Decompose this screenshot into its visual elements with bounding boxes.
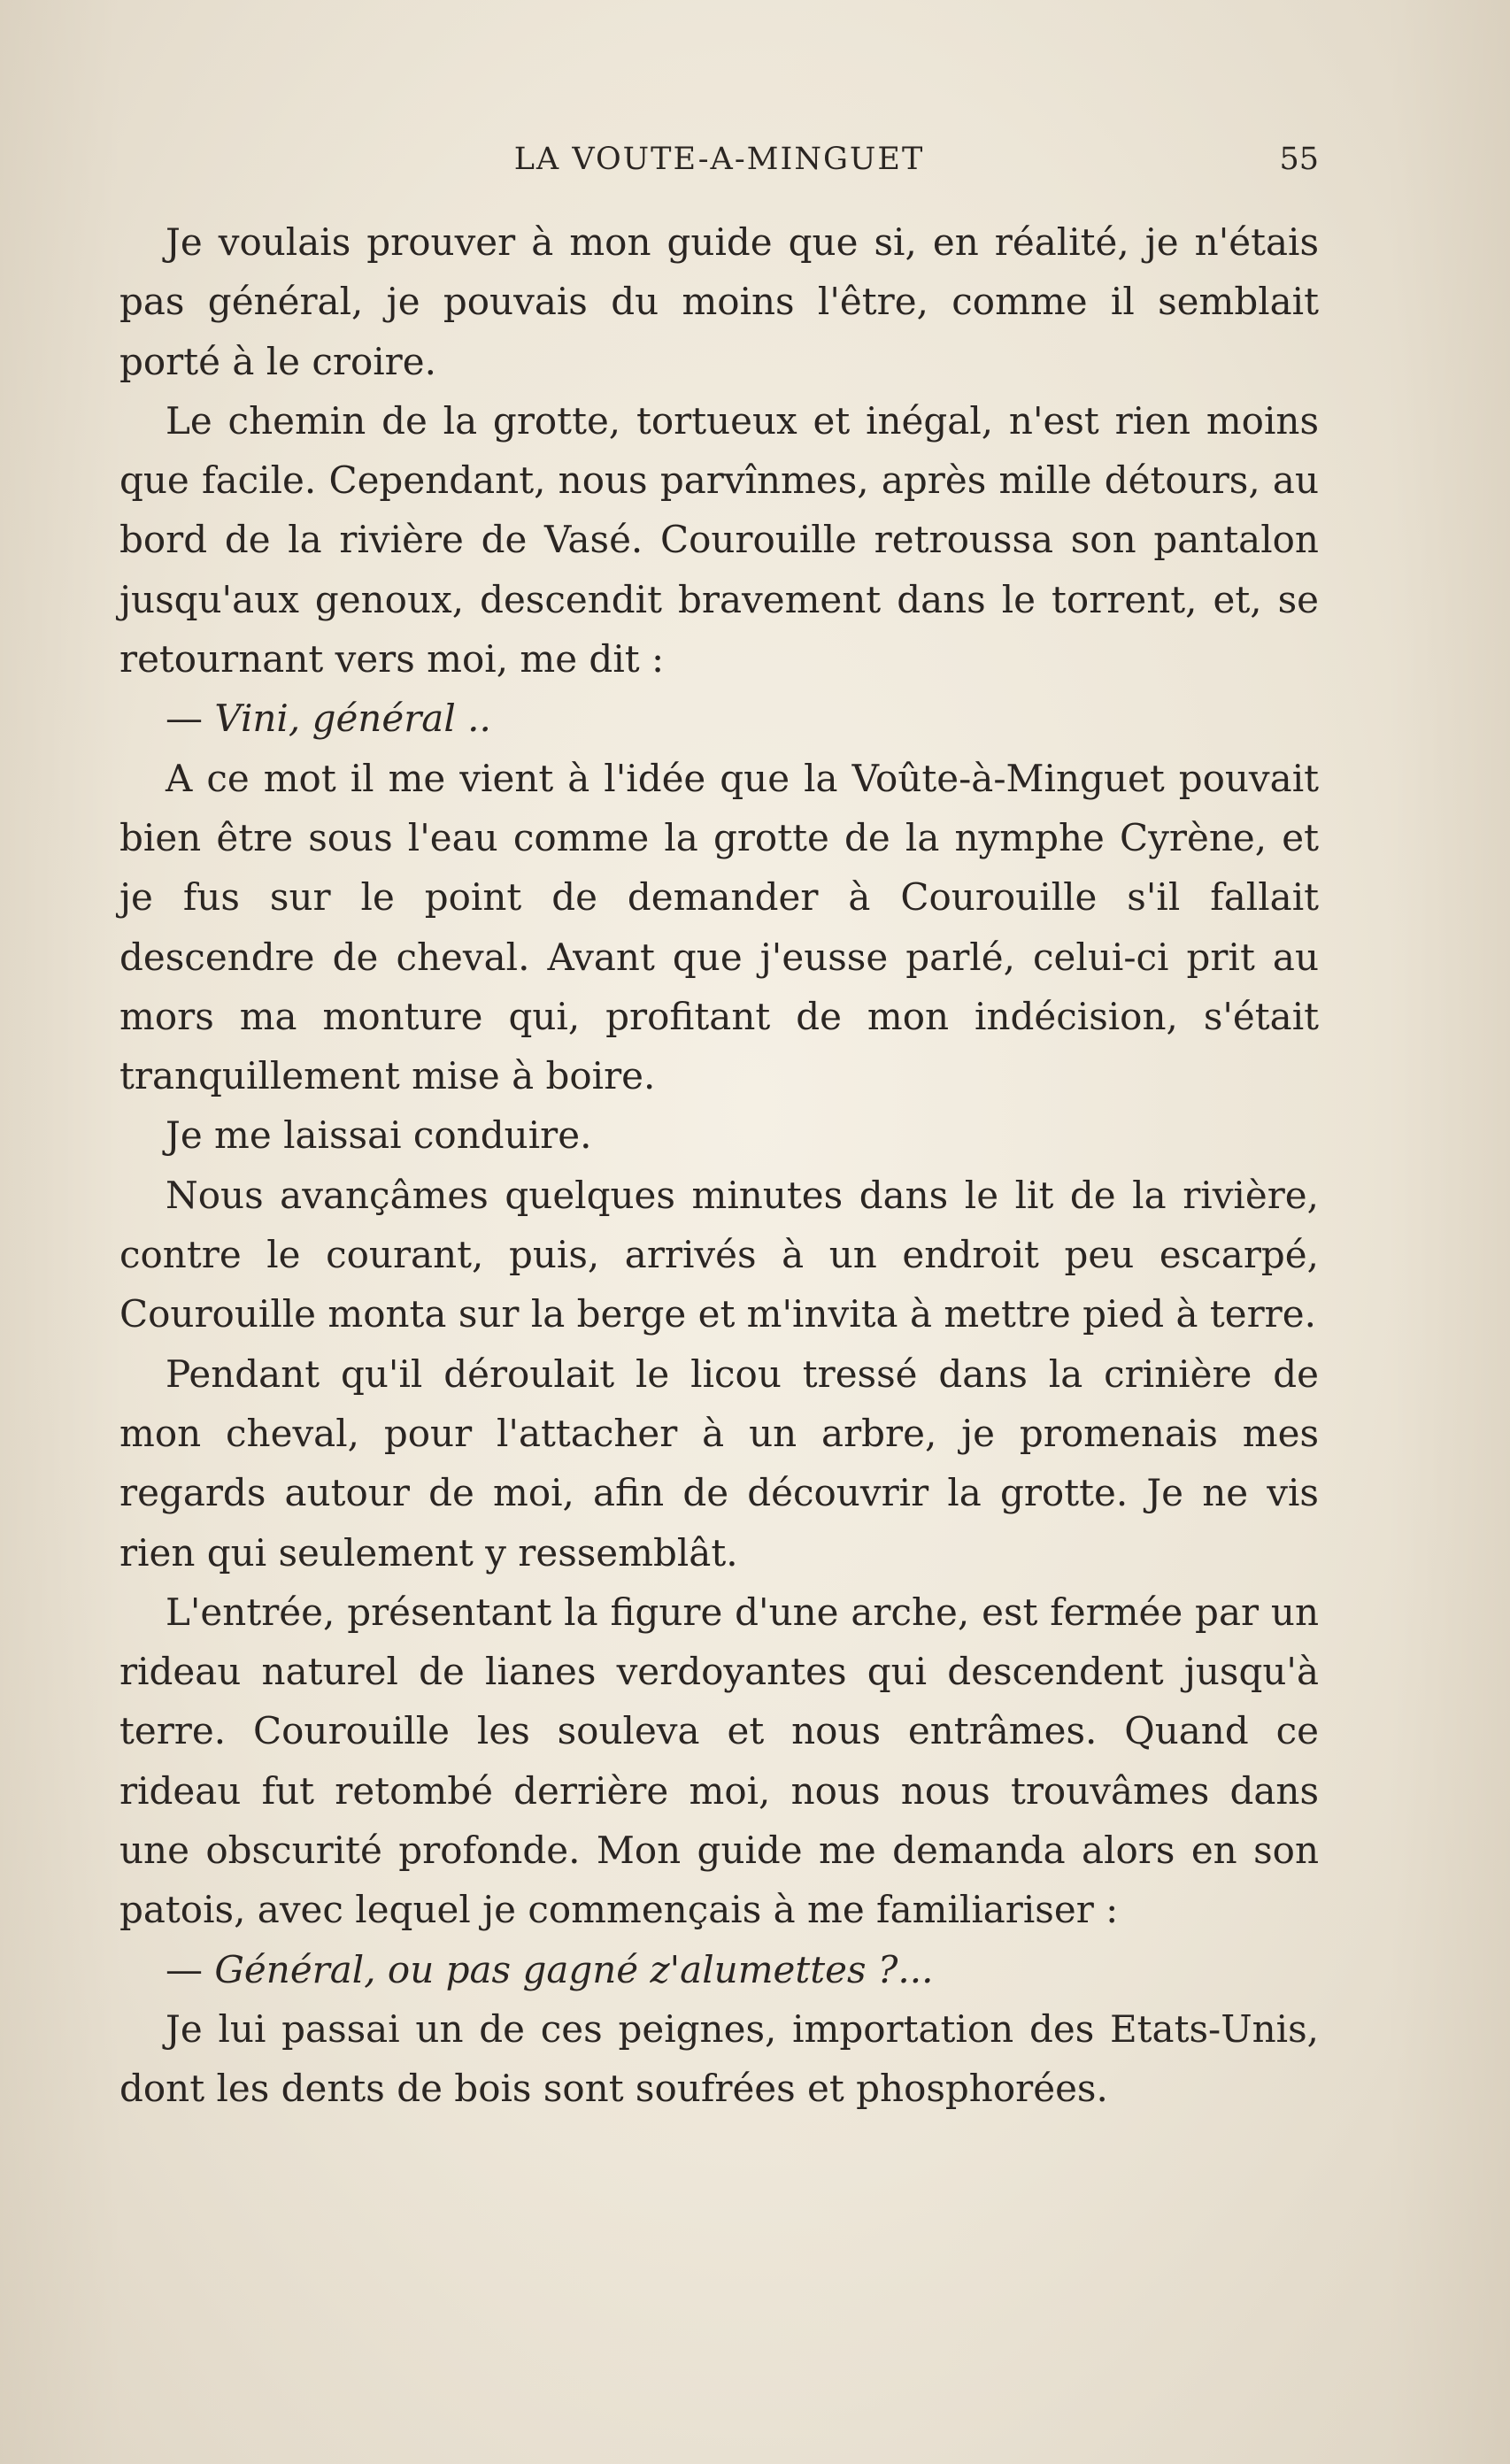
paragraph-6: Pendant qu'il déroulait le licou tressé dans la crinière de mon cheval, pour l'attacher à un arbre, je promenais mes regards autour de moi, afin de découvrir la grotte. Je ne vis rien qui seulement y ressemblât. <box>119 1351 1319 1575</box>
paragraph-4: Je me laissai conduire. <box>166 1113 592 1158</box>
running-title: LA VOUTE-A-MINGUET <box>513 142 925 177</box>
paragraph-7: L'entrée, présentant la figure d'une arche, est fermée par un rideau naturel de lianes verdoyantes qui descendent jusqu'à terre. Courouille les souleva et nous entrâmes. Quand ce rideau fut retombé derrière moi, nous nous trouvâmes dans une obscurité profonde. Mon guide me demanda alors en son patois, avec lequel je commençais à me familiariser : <box>119 1590 1319 1932</box>
dialogue-speech: Vini, général .. <box>214 697 491 741</box>
paragraph-3: A ce mot il me vient à l'idée que la Voûte-à-Minguet pouvait bien être sous l'eau comme la grotte de la nymphe Cyrène, et je fus sur le point de demander à Courouille s'il fallait descendre de cheval. Avant que j'eusse parlé, celui-ci prit au mors ma monture qui, profitant de mon indécision, s'était tranquillement mise à boire. <box>119 756 1319 1098</box>
paragraph-5: Nous avançâmes quelques minutes dans le lit de la rivière, contre le courant, puis, arrivés à un endroit peu escarpé, Courouille monta sur la berge et m'invita à mettre pied à terre. <box>119 1173 1319 1336</box>
dialogue-line-1 <box>119 689 1319 748</box>
page-number: 55 <box>1279 142 1319 177</box>
paragraph-2: Le chemin de la grotte, tortueux et inégal, n'est rien moins que facile. Cependant, nous parvînmes, après mille détours, au bord de la rivière de Vasé. Courouille retroussa son pantalon jusqu'aux genoux, descendit bravement dans le torrent, et, se retournant vers moi, me dit : <box>119 398 1319 681</box>
dialogue-line-2 <box>119 1940 1319 1999</box>
text-block <box>119 212 1319 2119</box>
dialogue-dash: — <box>166 1947 203 1991</box>
paragraph-1: Je voulais prouver à mon guide que si, en réalité, je n'étais pas général, je pouvais du moins l'être, comme il semblait porté à le croire. <box>119 220 1319 383</box>
dialogue-dash: — <box>166 697 203 741</box>
dialogue-speech: Général, ou pas gagné z'alumettes ?... <box>214 1947 934 1991</box>
running-head <box>119 142 1319 186</box>
paragraph-8: Je lui passai un de ces peignes, importation des Etats-Unis, dont les dents de bois sont soufrées et phosphorées. <box>119 2006 1319 2111</box>
